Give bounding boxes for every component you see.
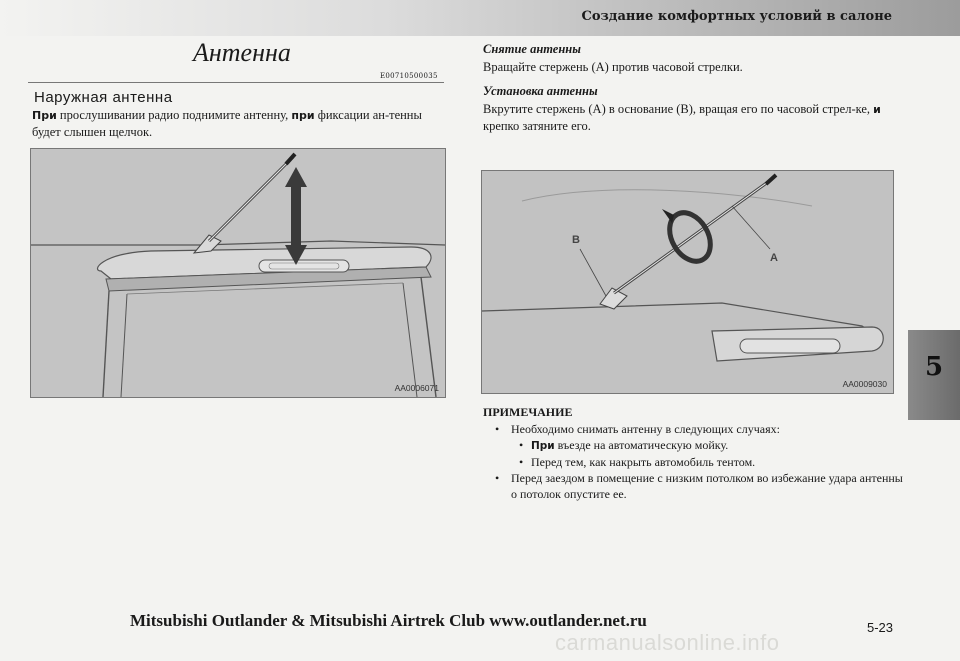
antenna-mast-drawing <box>482 171 893 393</box>
figure-code-right: AA0009030 <box>842 379 887 389</box>
note-subitem: • Перед тем, как накрыть автомобиль тентом. <box>519 455 756 469</box>
note-item: • Перед заездом в помещение с низким потолком во избежание удара антенны о потолок опустите ее. <box>495 471 903 501</box>
antenna-paragraph: При прослушивании радио поднимите антенну, при фиксации ан-тенны будет слышен щелчок. <box>32 108 422 139</box>
footer-site: Mitsubishi Outlander & Mitsubishi Airtrek Club www.outlander.net.ru <box>130 611 647 630</box>
antenna-install-illustration <box>481 170 894 394</box>
title-rule <box>28 82 444 83</box>
figure-code: AA0006071 <box>394 383 439 393</box>
car-rear-drawing <box>31 149 445 397</box>
note-list <box>483 421 903 502</box>
antenna-raise-illustration <box>30 148 446 398</box>
chapter-number: 5 <box>924 352 944 382</box>
page-number: 5-23 <box>867 620 894 635</box>
subsection-heading: Наружная антенна <box>34 89 173 106</box>
chapter-tab[interactable] <box>908 330 960 420</box>
install-text: Вкрутите стержень (A) в основание (B), вращая его по часовой стрел-ке, и крепко затяните его. <box>483 102 881 133</box>
note-title: ПРИМЕЧАНИЕ <box>483 405 573 419</box>
section-code: E00710500035 <box>380 72 438 80</box>
install-title: Установка антенны <box>483 84 598 98</box>
removal-text: Вращайте стержень (A) против часовой стрелки. <box>483 60 743 74</box>
page-header-title: Создание комфортных условий в салоне <box>581 9 892 24</box>
watermark: carmanualsonline.info <box>555 630 780 655</box>
label-a: A <box>770 252 778 264</box>
note-subitem: • При въезде на автоматическую мойку. <box>519 438 729 452</box>
note-item: • Необходимо снимать антенну в следующих случаях: <box>495 422 780 436</box>
section-title: Антенна <box>193 38 291 67</box>
removal-title: Снятие антенны <box>483 42 581 56</box>
label-b: B <box>572 234 580 246</box>
